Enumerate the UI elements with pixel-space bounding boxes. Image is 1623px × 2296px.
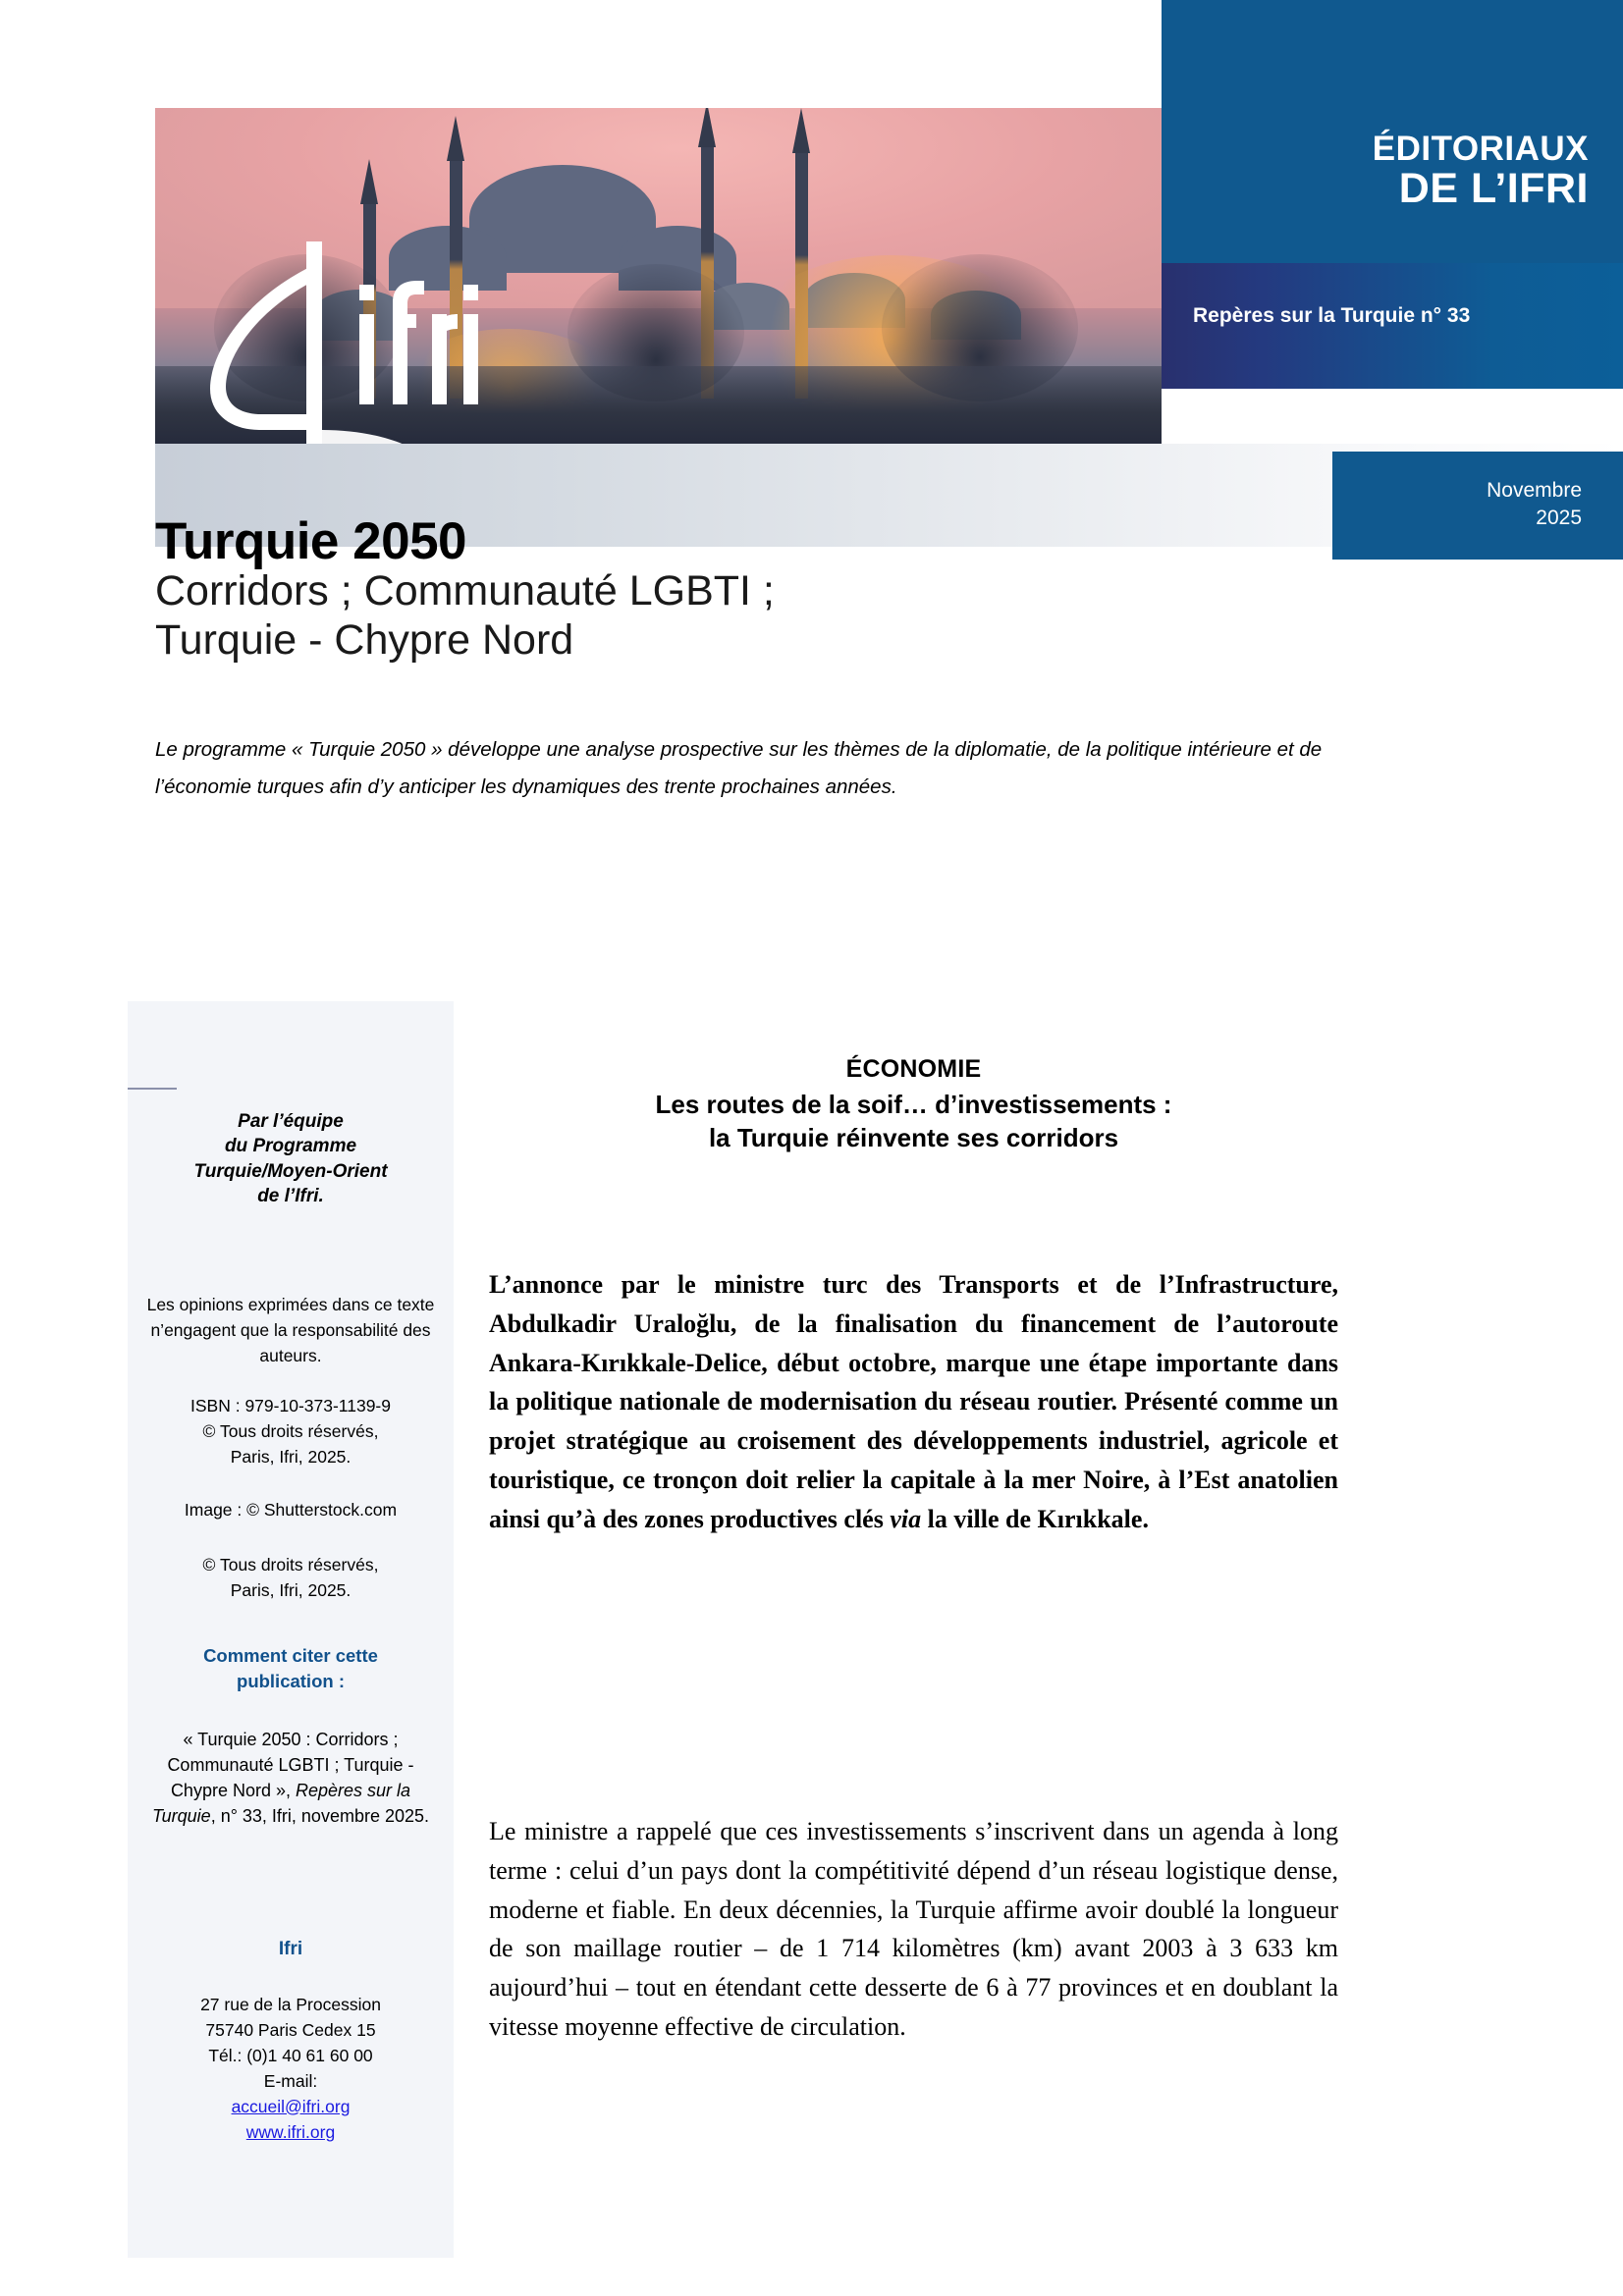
- editorial-title-line2: DE L’IFRI: [1398, 165, 1589, 213]
- publication-date-text: [1487, 477, 1582, 533]
- metadata-sidebar: [128, 1001, 454, 2258]
- publication-year: 2025: [1536, 507, 1582, 530]
- mosque-half-dome-left: [389, 226, 507, 291]
- isbn-rights-line2: Paris, Ifri, 2025.: [230, 1446, 352, 1467]
- citation-heading-line2: publication :: [237, 1671, 345, 1692]
- article-heading-line2: la Turquie réinvente ses corridors: [708, 1123, 1119, 1153]
- rights-line2: Paris, Ifri, 2025.: [230, 1579, 352, 1600]
- series-number-bar: [1162, 263, 1623, 389]
- cover-photo-istanbul-mosque: [155, 108, 1162, 453]
- article-heading-line1: Les routes de la soif… d’investissements :: [655, 1090, 1172, 1119]
- author-credit: [145, 1109, 436, 1209]
- author-credit-line3: Turquie/Moyen-Orient: [193, 1160, 388, 1182]
- address-city: 75740 Paris Cedex 15: [205, 2019, 376, 2040]
- series-number-label: Repères sur la Turquie n° 33: [1193, 304, 1471, 327]
- isbn-block: [145, 1394, 436, 1470]
- lead-part1: L’annonce par le ministre turc des Transports et de l’Infrastructure, Abdulkadir Uraloğlu, de la finalisation du financement de l’autoroute Ankara-Kırıkkale-Delice, début octobre, marque une étape importante dans la politique nationale de modernisation du réseau routier. Présenté comme un projet stratégique au croisement des développements industriel, agricole et touristique, ce tronçon doit relier la capitale à la mer Noire, à l’Est anatolien ainsi qu’à des zones productives clés: [489, 1270, 1338, 1533]
- website-link[interactable]: www.ifri.org: [245, 2122, 336, 2142]
- page-title: Turquie 2050: [155, 511, 467, 570]
- citation-heading: [145, 1643, 436, 1695]
- citation-heading-line1: Comment citer cette: [203, 1645, 378, 1666]
- author-credit-line1: Par l’équipe: [238, 1111, 344, 1132]
- lead-part2: la ville de Kırıkkale.: [921, 1504, 1149, 1533]
- page-subtitle-line1: Corridors ; Communauté LGBTI ;: [155, 567, 775, 614]
- rights-block: [145, 1553, 436, 1604]
- document-header: [0, 0, 1623, 530]
- citation-series-title: Repères sur la Turquie: [151, 1780, 411, 1826]
- address-street: 27 rue de la Procession: [200, 1995, 381, 2014]
- page-subtitle: [155, 567, 775, 666]
- image-credit: Image : © Shutterstock.com: [184, 1500, 398, 1520]
- email-label: E-mail:: [263, 2070, 318, 2091]
- page-subtitle-line2: Turquie - Chypre Nord: [155, 615, 574, 664]
- citation-text: [145, 1728, 436, 1830]
- isbn-number: ISBN : 979-10-373-1139-9: [190, 1396, 391, 1415]
- publication-date-box: [1332, 452, 1623, 560]
- contact-address: [145, 1993, 436, 2119]
- article-column: [489, 1055, 1338, 2041]
- lead-italic-via: via: [890, 1504, 922, 1533]
- publication-month: Novembre: [1487, 479, 1582, 502]
- email-link[interactable]: accueil@ifri.org: [231, 2096, 351, 2116]
- article-lead-paragraph: [489, 1265, 1338, 1538]
- editorial-series-block: [1162, 0, 1623, 263]
- city-skyline-foreground: [155, 366, 1162, 453]
- sidebar-divider-rule: [128, 1088, 177, 1090]
- article-heading: [489, 1088, 1338, 1155]
- editorial-title-line1: ÉDITORIAUX: [1372, 130, 1589, 169]
- website-row: [145, 2122, 436, 2143]
- programme-abstract: Le programme « Turquie 2050 » développe une analyse prospective sur les thèmes de la diplomatie, de la politique intérieure et de l’économie turques afin d’y anticiper les dynamiques des trente prochaines années.: [155, 738, 1323, 798]
- address-phone: Tél.: (0)1 40 61 60 00: [208, 2045, 373, 2065]
- organisation-name: Ifri: [278, 1939, 303, 1959]
- editorial-series-text: [1373, 131, 1589, 212]
- rights-line1: © Tous droits réservés,: [202, 1555, 379, 1575]
- author-credit-line2: du Programme: [224, 1136, 357, 1157]
- article-paragraph-2: Le ministre a rappelé que ces investissements s’inscrivent dans un agenda à long terme : celui d’un pays dont la compétitivité dépend d’un réseau logistique dense, moderne et fiable. En deux décennies, la Turquie affirme avoir doublé la longueur de son maillage routier – de 1 714 kilomètres (km) avant 2003 à 3 633 km aujourd’hui – tout en étendant cette desserte de 6 à 77 provinces et en doublant la vitesse moyenne effective de circulation.: [489, 1817, 1338, 2041]
- disclaimer-text: Les opinions exprimées dans ce texte n’engagent que la responsabilité des auteurs.: [146, 1295, 435, 1365]
- section-kicker: ÉCONOMIE: [845, 1055, 982, 1083]
- citation-part2: , n° 33, Ifri, novembre 2025.: [210, 1805, 430, 1826]
- citation-part1: « Turquie 2050 : Corridors ; Communauté LGBTI ; Turquie - Chypre Nord »,: [167, 1730, 414, 1800]
- author-credit-line4: de l’Ifri.: [257, 1186, 324, 1207]
- address-email-row: [145, 2069, 436, 2120]
- isbn-rights-line1: © Tous droits réservés,: [202, 1420, 379, 1441]
